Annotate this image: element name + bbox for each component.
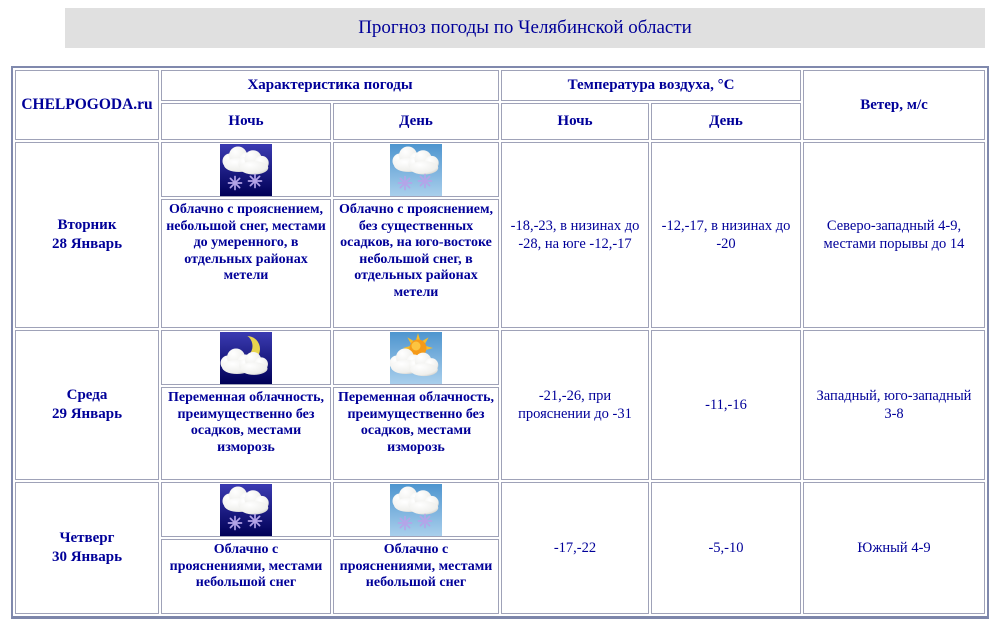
day-temperature: -5,-10: [651, 482, 801, 614]
forecast-row-wednesday: [15, 330, 985, 480]
clouds-snowflakes-day-icon: [390, 144, 442, 196]
clouds-snowflakes-night-icon: [220, 484, 272, 536]
night-characteristics-cell: [161, 482, 331, 614]
night-weather-description: Облачно с прояснением, небольшой снег, местами до умеренного, в отдельных районах метели: [161, 199, 331, 328]
night-temperature: -17,-22: [501, 482, 649, 614]
forecast-day: [15, 482, 159, 614]
day-weather-description: Облачно с прояснениями, местами небольшой снег: [333, 539, 499, 614]
day-name: Вторник: [57, 217, 117, 234]
wind-forecast: Северо-западный 4-9, местами порывы до 14: [803, 142, 985, 328]
night-temperature: -21,-26, при прояснении до -31: [501, 330, 649, 480]
clouds-snowflakes-day-icon: [390, 484, 442, 536]
page-title-banner: [65, 8, 985, 48]
forecast-day: [15, 330, 159, 480]
night-weather-icon-box: [161, 330, 331, 385]
day-characteristics-cell: [333, 330, 499, 480]
wind-forecast: Западный, юго-западный 3-8: [803, 330, 985, 480]
weather-forecast-table: [11, 66, 989, 619]
sun-clouds-icon: [390, 332, 442, 384]
night-weather-description: Переменная облачность, преимущественно без осадков, местами изморозь: [161, 387, 331, 480]
day-weather-description: Облачно с прояснением, без существенных осадков, на юго-востоке небольшой снег, в отдельных районах метели: [333, 199, 499, 328]
day-characteristics-cell: [333, 482, 499, 614]
header-characteristics-night: Ночь: [161, 103, 331, 140]
day-temperature: -12,-17, в низинах до -20: [651, 142, 801, 328]
header-temperature-night: Ночь: [501, 103, 649, 140]
day-weather-icon-box: [333, 142, 499, 197]
night-temperature: -18,-23, в низинах до -28, на юге -12,-17: [501, 142, 649, 328]
day-name: Четверг: [59, 530, 115, 547]
forecast-row-thursday: [15, 482, 985, 614]
day-temperature: -11,-16: [651, 330, 801, 480]
day-characteristics-cell: [333, 142, 499, 328]
day-weather-icon-box: [333, 330, 499, 385]
day-date: 30 Январь: [51, 549, 123, 565]
header-wind: Ветер, м/с: [803, 70, 985, 140]
forecast-row-tuesday: [15, 142, 985, 328]
night-weather-icon-box: [161, 142, 331, 197]
wind-forecast: Южный 4-9: [803, 482, 985, 614]
header-characteristics-day: День: [333, 103, 499, 140]
day-name: Среда: [66, 387, 108, 404]
header-temperature-day: День: [651, 103, 801, 140]
header-characteristics: Характеристика погоды: [161, 70, 499, 101]
page-title: Прогноз погоды по Челябинской области: [358, 17, 692, 38]
night-characteristics-cell: [161, 142, 331, 328]
moon-clouds-icon: [220, 332, 272, 384]
night-weather-description: Облачно с прояснениями, местами небольшой снег: [161, 539, 331, 614]
day-date: 29 Январь: [51, 406, 123, 422]
night-characteristics-cell: [161, 330, 331, 480]
day-weather-description: Переменная облачность, преимущественно без осадков, местами изморозь: [333, 387, 499, 480]
site-brand: CHELPOGODA.ru: [15, 70, 159, 140]
night-weather-icon-box: [161, 482, 331, 537]
day-date: 28 Январь: [51, 236, 123, 252]
header-temperature: Температура воздуха, °С: [501, 70, 801, 101]
day-weather-icon-box: [333, 482, 499, 537]
clouds-snowflakes-night-icon: [220, 144, 272, 196]
forecast-day: [15, 142, 159, 328]
